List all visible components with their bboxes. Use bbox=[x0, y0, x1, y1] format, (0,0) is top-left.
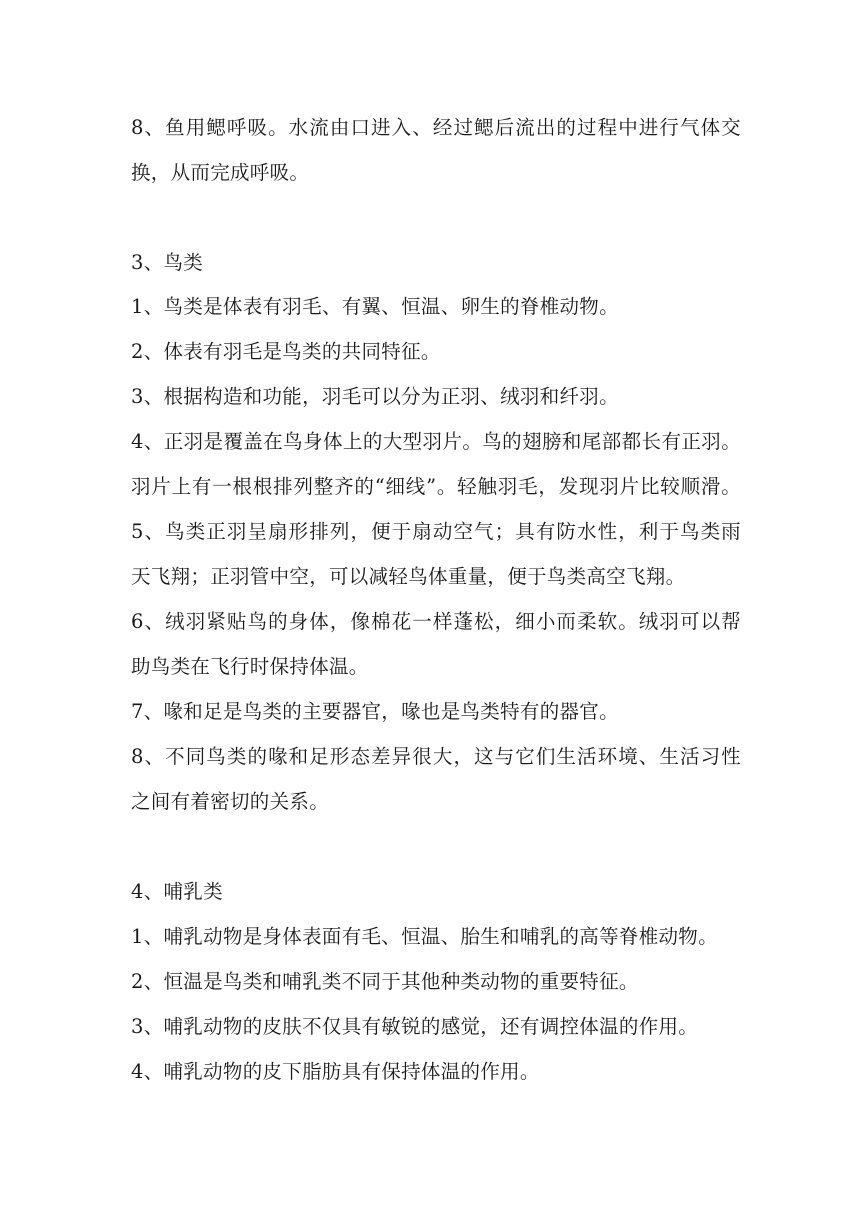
mammal-item-3: 3、哺乳动物的皮肤不仅具有敏锐的感觉，还有调控体温的作用。 bbox=[131, 1015, 699, 1038]
bird-item-6-line-2: 助鸟类在飞行时保持体温。 bbox=[131, 655, 369, 678]
bird-item-3: 3、根据构造和功能，羽毛可以分为正羽、绒羽和纤羽。 bbox=[131, 385, 619, 408]
bird-item-5-line-2: 天飞翔；正羽管中空，可以减轻鸟体重量，便于鸟类高空飞翔。 bbox=[131, 565, 686, 588]
bird-item-4-line-1: 4、正羽是覆盖在鸟身体上的大型羽片。鸟的翅膀和尾部都长有正羽。 bbox=[131, 430, 741, 453]
bird-item-8-line-2: 之间有着密切的关系。 bbox=[131, 790, 330, 813]
bird-item-5-line-1: 5、鸟类正羽呈扇形排列，便于扇动空气；具有防水性，利于鸟类雨 bbox=[131, 520, 741, 543]
fish-item-8-line-1: 8、鱼用鳃呼吸。水流由口进入、经过鳃后流出的过程中进行气体交 bbox=[131, 116, 741, 139]
bird-section-heading: 3、鸟类 bbox=[131, 251, 204, 274]
mammal-item-2: 2、恒温是鸟类和哺乳类不同于其他种类动物的重要特征。 bbox=[131, 970, 639, 993]
bird-item-4-line-2: 羽片上有一根根排列整齐的“细线”。轻触羽毛，发现羽片比较顺滑。 bbox=[131, 475, 741, 498]
mammal-item-1: 1、哺乳动物是身体表面有毛、恒温、胎生和哺乳的高等脊椎动物。 bbox=[131, 925, 718, 948]
bird-item-8-line-1: 8、不同鸟类的喙和足形态差异很大，这与它们生活环境、生活习性 bbox=[131, 745, 741, 768]
bird-item-1: 1、鸟类是体表有羽毛、有翼、恒温、卵生的脊椎动物。 bbox=[131, 295, 619, 318]
mammal-item-4: 4、哺乳动物的皮下脂肪具有保持体温的作用。 bbox=[131, 1060, 540, 1083]
bird-item-2: 2、体表有羽毛是鸟类的共同特征。 bbox=[131, 340, 441, 363]
fish-item-8-line-2: 换，从而完成呼吸。 bbox=[131, 161, 310, 184]
bird-item-6-line-1: 6、绒羽紧贴鸟的身体，像棉花一样蓬松，细小而柔软。绒羽可以帮 bbox=[131, 610, 741, 633]
mammal-section-heading: 4、哺乳类 bbox=[131, 880, 223, 903]
bird-item-7: 7、喙和足是鸟类的主要器官，喙也是鸟类特有的器官。 bbox=[131, 700, 619, 723]
